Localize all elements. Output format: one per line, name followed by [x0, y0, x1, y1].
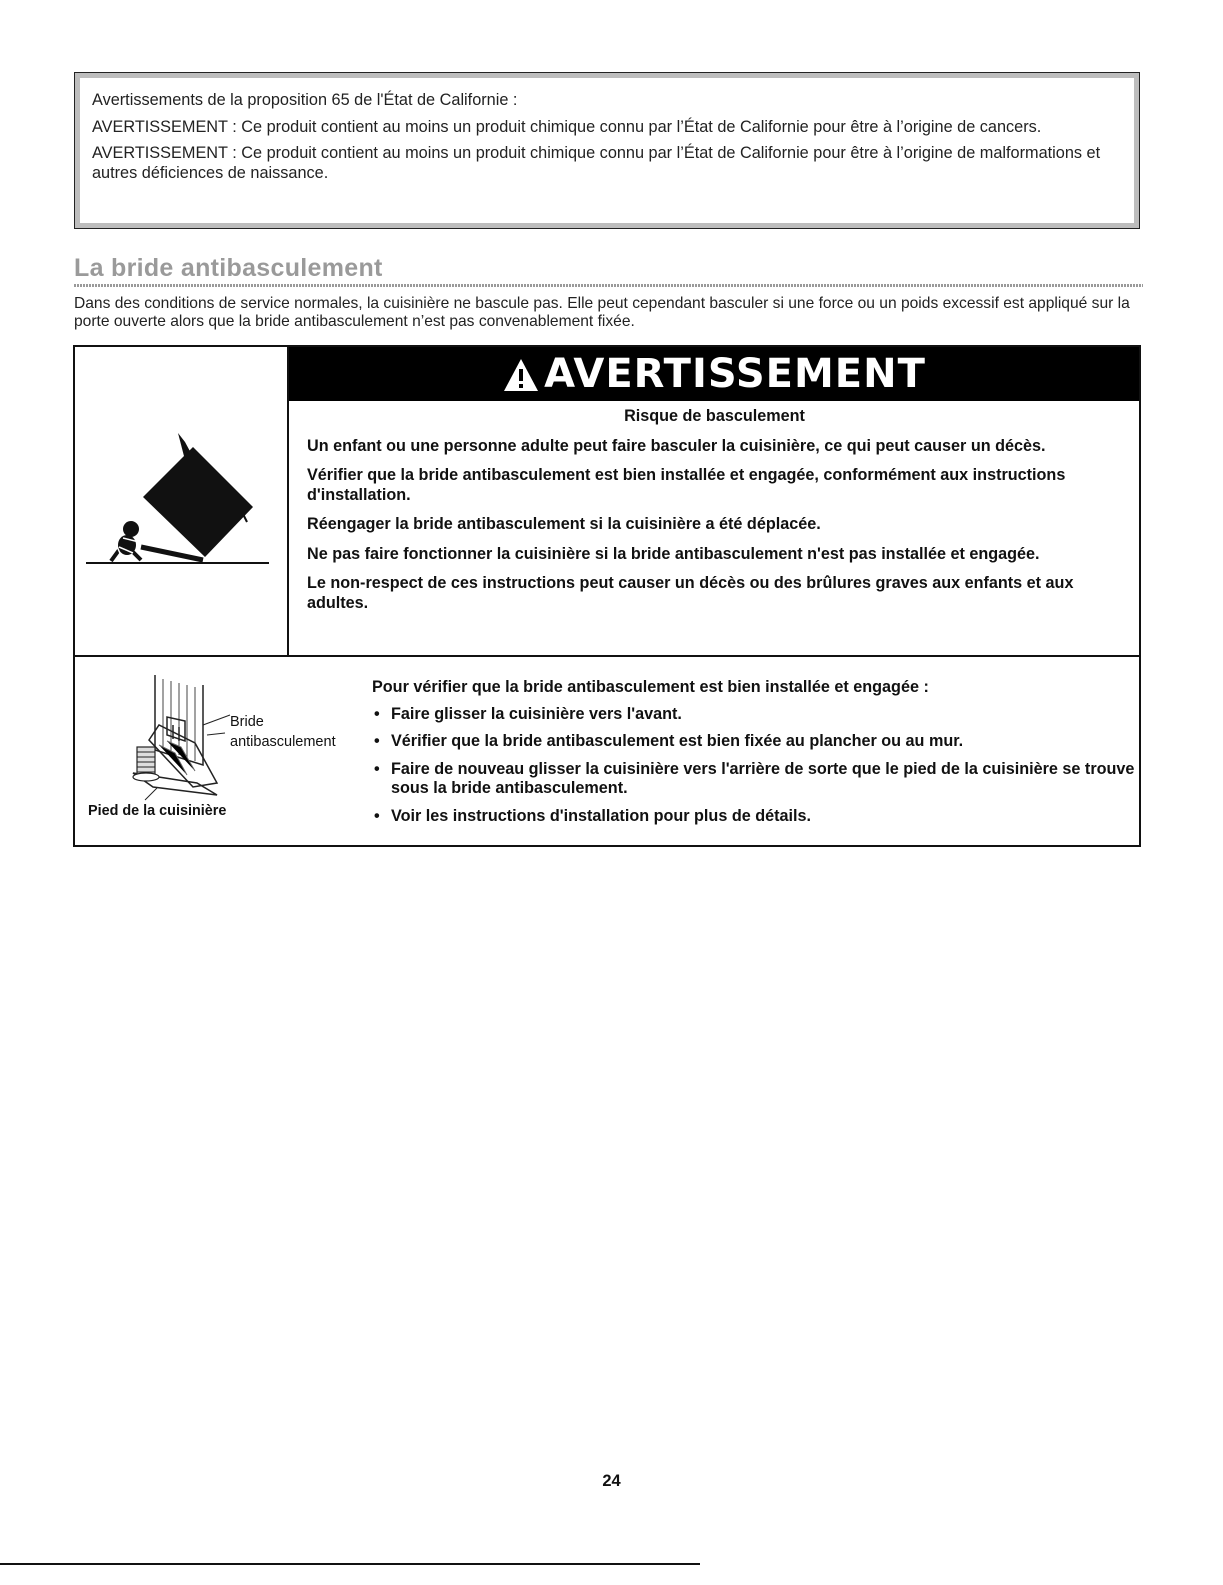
- warning-box: [73, 345, 1141, 657]
- warning-paragraph: Un enfant ou une personne adulte peut faire basculer la cuisinière, ce qui peut causer un décès.: [307, 436, 1046, 455]
- verify-lead: Pour vérifier que la bride antibasculement est bien installée et engagée :: [372, 678, 929, 696]
- footer-rule: [0, 1563, 700, 1565]
- warning-paragraph: Vérifier que la bride antibasculement est bien installée et engagée, conformément aux instructions d'installation.: [307, 466, 1066, 504]
- title-rule: [74, 284, 1143, 287]
- prop65-birth-warning: AVERTISSEMENT : Ce produit contient au moins un produit chimique connu par l’État de Californie pour être à l’origine de malformations et autres déficiences de naissance.: [92, 144, 1101, 182]
- warning-paragraph: Ne pas faire fonctionner la cuisinière si la bride antibasculement n'est pas installée et engagée.: [307, 544, 1040, 563]
- warning-banner-text: AVERTISSEMENT: [544, 351, 926, 397]
- risk-title: Risque de basculement: [624, 407, 805, 425]
- anti-tip-bracket-diagram: [75, 655, 235, 805]
- verify-step: • Faire de nouveau glisser la cuisinière vers l'arrière de sorte que le pied de la cuisinière se trouve sous la bride antibasculement.: [372, 760, 1142, 799]
- range-foot-label: Pied de la cuisinière: [88, 803, 227, 819]
- warning-paragraph: Réengager la bride antibasculement si la cuisinière a été déplacée.: [307, 515, 821, 533]
- tipping-illustration-panel: [75, 347, 289, 655]
- section-intro: Dans des conditions de service normales, la cuisinière ne bascule pas. Elle peut cependant basculer si une force ou un poids excessif est appliqué sur la porte ouverte alors que la bride antibasculement n’est pas convenablement fixée.: [74, 295, 1130, 330]
- verify-steps: [372, 705, 1142, 827]
- prop65-warning-box: [74, 72, 1140, 229]
- verify-step: • Faire glisser la cuisinière vers l'avant.: [372, 705, 1142, 725]
- warning-triangle-icon: [502, 357, 540, 393]
- warning-body: [307, 407, 1122, 623]
- warning-paragraph: Le non-respect de ces instructions peut causer un décès ou des brûlures graves aux enfants et aux adultes.: [307, 574, 1074, 612]
- verify-instructions: [372, 678, 1142, 834]
- verify-box: [73, 655, 1141, 847]
- verify-step: • Vérifier que la bride antibasculement est bien fixée au plancher ou au mur.: [372, 732, 1142, 752]
- prop65-heading: Avertissements de la proposition 65 de l'État de Californie :: [92, 91, 518, 109]
- verify-step: • Voir les instructions d'installation pour plus de détails.: [372, 807, 1142, 827]
- section-title: La bride antibasculement: [74, 254, 383, 282]
- range-tipping-illustration: [75, 347, 287, 655]
- bracket-label: Bride: [230, 714, 264, 730]
- warning-banner: [289, 347, 1139, 401]
- page-number: 24: [602, 1472, 621, 1490]
- bracket-label-line2: antibasculement: [230, 734, 336, 750]
- prop65-cancer-warning: AVERTISSEMENT : Ce produit contient au moins un produit chimique connu par l’État de Californie pour être à l’origine de cancers.: [92, 117, 1042, 136]
